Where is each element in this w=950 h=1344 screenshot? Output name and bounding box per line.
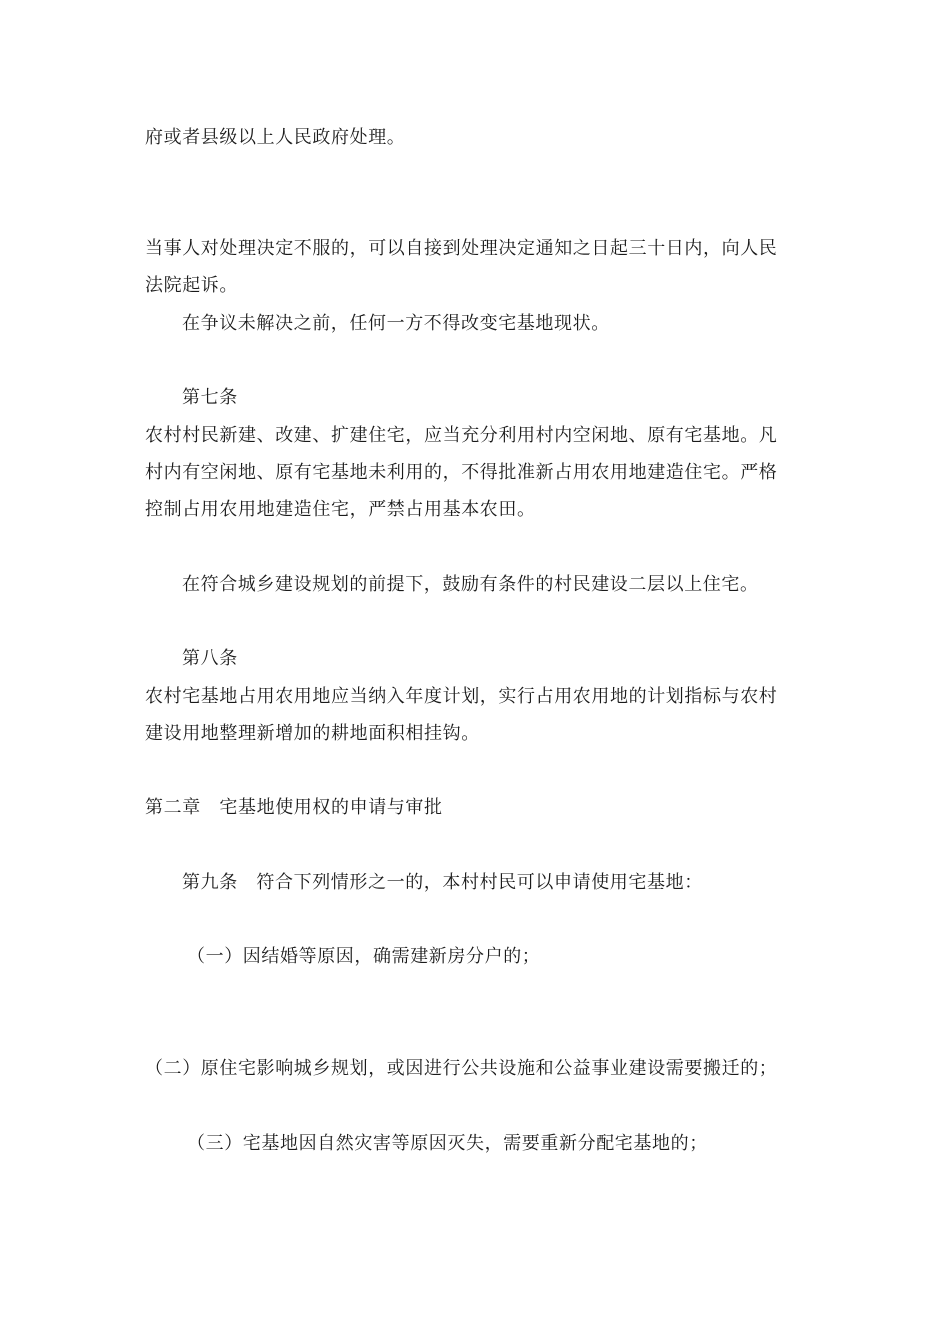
- article-heading: 第八条: [182, 648, 238, 669]
- paragraph-line: 当事人对处理决定不服的，可以自接到处理决定通知之日起三十日内，向人民: [145, 238, 778, 259]
- chapter-heading: 第二章 宅基地使用权的申请与审批: [145, 797, 443, 818]
- paragraph-line: 第九条 符合下列情形之一的，本村村民可以申请使用宅基地：: [182, 872, 703, 893]
- article-heading: 第七条: [182, 387, 238, 408]
- paragraph-line: 在争议未解决之前，任何一方不得改变宅基地现状。: [182, 313, 610, 334]
- paragraph-line: 法院起诉。: [145, 275, 238, 296]
- paragraph-line: 府或者县级以上人民政府处理。: [145, 127, 406, 148]
- list-item: （二）原住宅影响城乡规划，或因进行公共设施和公益事业建设需要搬迁的；: [145, 1058, 778, 1079]
- list-item: （三）宅基地因自然灾害等原因灭失，需要重新分配宅基地的；: [187, 1133, 708, 1154]
- paragraph-line: 农村村民新建、改建、扩建住宅，应当充分利用村内空闲地、原有宅基地。凡: [145, 425, 778, 446]
- paragraph-line: 在符合城乡建设规划的前提下，鼓励有条件的村民建设二层以上住宅。: [182, 574, 759, 595]
- paragraph-line: 村内有空闲地、原有宅基地未利用的，不得批准新占用农用地建造住宅。严格: [145, 462, 778, 483]
- paragraph-line: 建设用地整理新增加的耕地面积相挂钩。: [145, 723, 480, 744]
- paragraph-line: 农村宅基地占用农用地应当纳入年度计划，实行占用农用地的计划指标与农村: [145, 686, 778, 707]
- paragraph-line: 控制占用农用地建造住宅，严禁占用基本农田。: [145, 499, 536, 520]
- list-item: （一）因结婚等原因，确需建新房分户的；: [187, 946, 541, 967]
